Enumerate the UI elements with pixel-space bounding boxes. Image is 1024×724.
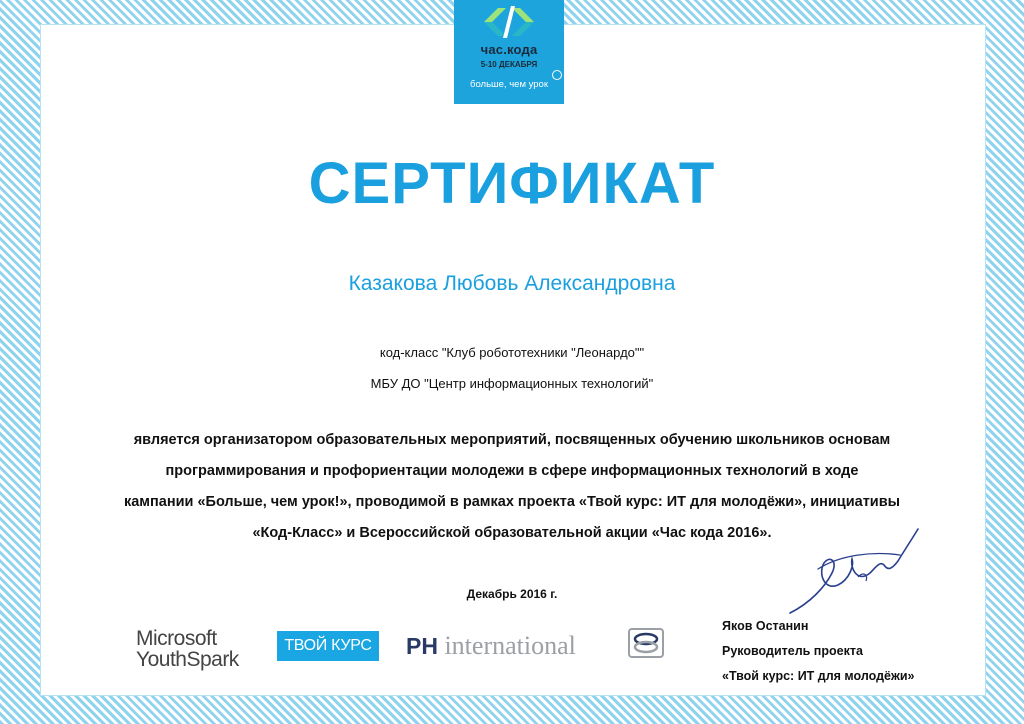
certificate-title: СЕРТИФИКАТ: [308, 151, 716, 216]
handwritten-signature: [780, 525, 930, 620]
ph-text: PH: [406, 633, 438, 659]
signer-name: Яков Останин: [722, 619, 809, 633]
logo-slogan: больше, чем урок: [470, 79, 548, 90]
hour-of-code-logo: [454, 0, 564, 104]
tvoy-kurs-logo: ТВОЙ КУРС: [277, 631, 379, 661]
cursor-circle-icon: [552, 70, 562, 80]
signer-project: «Твой курс: ИТ для молодёжи»: [722, 669, 915, 683]
recipient-name: Казакова Любовь Александровна: [348, 272, 676, 295]
body-text-line: является организатором образовательных мероприятий, посвященных обучению школьников основам: [133, 432, 891, 448]
code-brackets-icon: [482, 4, 536, 40]
ph-international-logo: [406, 632, 576, 660]
youthspark-text: YouthSpark: [136, 648, 239, 671]
certificate-date: Декабрь 2016 г.: [466, 587, 558, 601]
body-text-line: программирования и профориентации молодежи в сфере информационных технологий в ходе: [165, 463, 859, 479]
microsoft-text: Microsoft: [136, 627, 217, 650]
organization-line: код-класс "Клуб робототехники "Леонардо"": [379, 345, 645, 360]
body-text-line: «Код-Класс» и Всероссийской образовательной акции «Час кода 2016».: [252, 525, 772, 541]
ph-emblem-icon: [628, 628, 664, 658]
body-text-line: кампании «Больше, чем урок!», проводимой в рамках проекта «Твой курс: ИТ для молодёжи», инициативы: [123, 494, 901, 510]
organization-line: МБУ ДО "Центр информационных технологий": [370, 376, 654, 391]
microsoft-youthspark-logo: [136, 628, 239, 670]
signer-role: Руководитель проекта: [722, 644, 863, 658]
international-text: international: [444, 631, 576, 660]
logo-dates: 5-10 ДЕКАБРЯ: [480, 60, 538, 69]
logo-title: час.кода: [480, 42, 538, 57]
